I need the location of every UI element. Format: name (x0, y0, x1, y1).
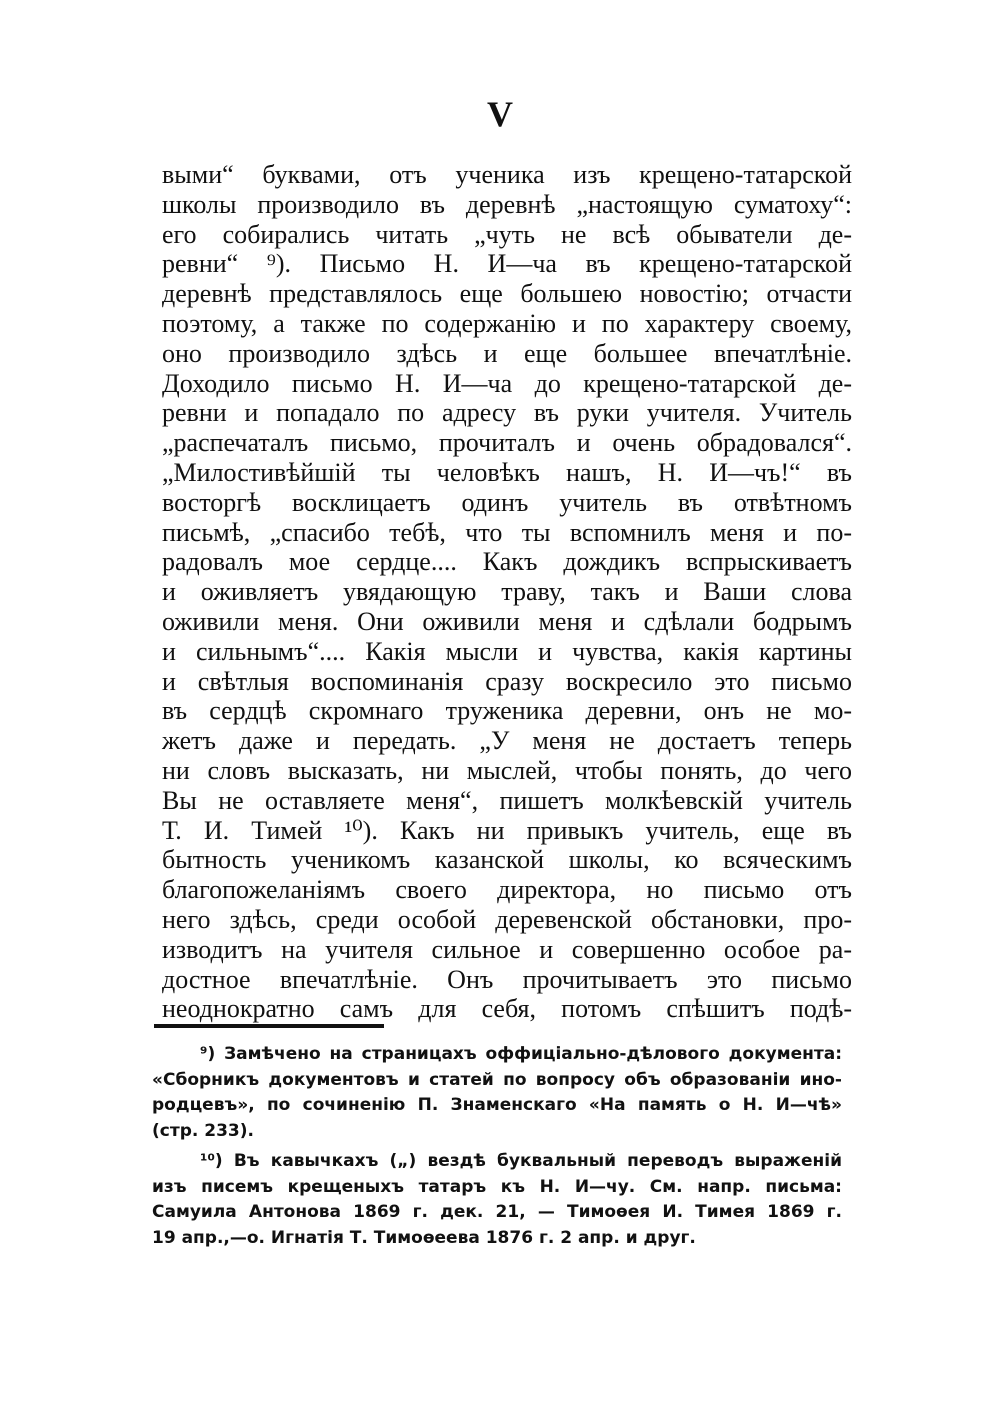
text-line: бытность ученикомъ казанской школы, ко всяческимъ (162, 845, 852, 875)
text-line: оживили меня. Они оживили меня и сдѣлали бодрымъ (162, 606, 852, 636)
text-line: „Милостивѣйшій ты человѣкъ нашъ, Н. И—чъ!“ въ (162, 457, 852, 487)
text-line: благопожеланіямъ своего директора, но письмо отъ (162, 875, 852, 905)
footnote-line: (стр. 233). (152, 1120, 254, 1141)
footnote-line: изъ писемъ крещеныхъ татаръ къ Н. И—чу. См. напр. письма: (152, 1176, 842, 1197)
text-line: выми“ буквами, отъ ученика изъ крещено-татарской (162, 160, 852, 189)
text-line: восторгѣ восклицаетъ одинъ учитель въ отвѣтномъ (162, 487, 852, 517)
footnotes (152, 1042, 842, 1251)
text-line: достное впечатлѣніе. Онъ прочитываетъ это письмо (162, 964, 852, 994)
footnote-line: 19 апр.,—о. Игнатія Т. Тимоѳеева 1876 г. 2 апр. и друг. (152, 1227, 696, 1248)
text-line: и оживляетъ увядающую траву, такъ и Ваши слова (162, 577, 852, 607)
footnote-line: ⁹) Замѣчено на страницахъ оффиціально-дѣлового документа: (200, 1044, 842, 1064)
text-line: „распечаталъ письмо, прочиталъ и очень обрадовался“. (162, 428, 852, 458)
footnote-line: родцевъ», по сочиненію П. Знаменскаго «На память о Н. И—чѣ» (152, 1095, 842, 1115)
page-number: V (487, 94, 513, 134)
text-line: Вы не оставляете меня“, пишетъ молкѣевскій учитель (162, 785, 852, 815)
text-line: Т. И. Тимей ¹⁰). Какъ ни привыкъ учитель, еще въ (162, 815, 852, 845)
text-line: изводитъ на учителя сильное и совершенно особое ра- (162, 934, 852, 964)
footnote-10 (152, 1149, 842, 1251)
text-line: оно производило здѣсь и еще большее впечатлѣніе. (162, 338, 852, 368)
footnote-line: Самуила Антонова 1869 г. дек. 21, — Тимоѳея И. Тимея 1869 г. (152, 1202, 842, 1222)
text-line: и сильнымъ“.... Какія мысли и чувства, какія картины (162, 636, 852, 666)
footnote-separator (154, 1024, 384, 1028)
body-text (162, 160, 852, 1024)
text-line: его собирались читать „чуть не всѣ обыватели де- (162, 219, 852, 249)
text-line: школы производило въ деревнѣ „настоящую суматоху“: (162, 189, 852, 219)
text-line: него здѣсь, среди особой деревенской обстановки, про- (162, 904, 852, 934)
text-line: письмѣ, „спасибо тебѣ, что ты вспомнилъ меня и по- (162, 517, 852, 547)
text-line: и свѣтлыя воспоминанія сразу воскресило это письмо (162, 666, 852, 696)
text-line: ревни“ ⁹). Письмо Н. И—ча въ крещено-татарской (162, 249, 852, 279)
footnote-line: «Сборникъ документовъ и статей по вопросу объ образованіи ино- (152, 1069, 842, 1090)
text-line: ни словъ высказать, ни мыслей, чтобы понять, до чего (162, 755, 852, 785)
footnote-9 (152, 1042, 842, 1144)
text-line: радовалъ мое сердце.... Какъ дождикъ вспрыскиваетъ (162, 547, 852, 577)
text-line: въ сердцѣ скромнаго труженика деревни, онъ не мо- (162, 696, 852, 726)
text-line: ревни и попадало по адресу въ руки учителя. Учитель (162, 398, 852, 428)
text-line: поэтому, а также по содержанію и по характеру своему, (162, 308, 852, 338)
text-line: Доходило письмо Н. И—ча до крещено-татарской де- (162, 368, 852, 398)
text-line: деревнѣ представлялось еще большею новостію; отчасти (162, 279, 852, 309)
text-line: неоднократно самъ для себя, потомъ спѣшитъ подѣ- (162, 994, 852, 1024)
footnote-line: ¹⁰) Въ кавычкахъ („) вездѣ буквальный переводъ выраженій (200, 1151, 842, 1171)
text-line: жетъ даже и передать. „У меня не достаетъ теперь (162, 726, 852, 756)
